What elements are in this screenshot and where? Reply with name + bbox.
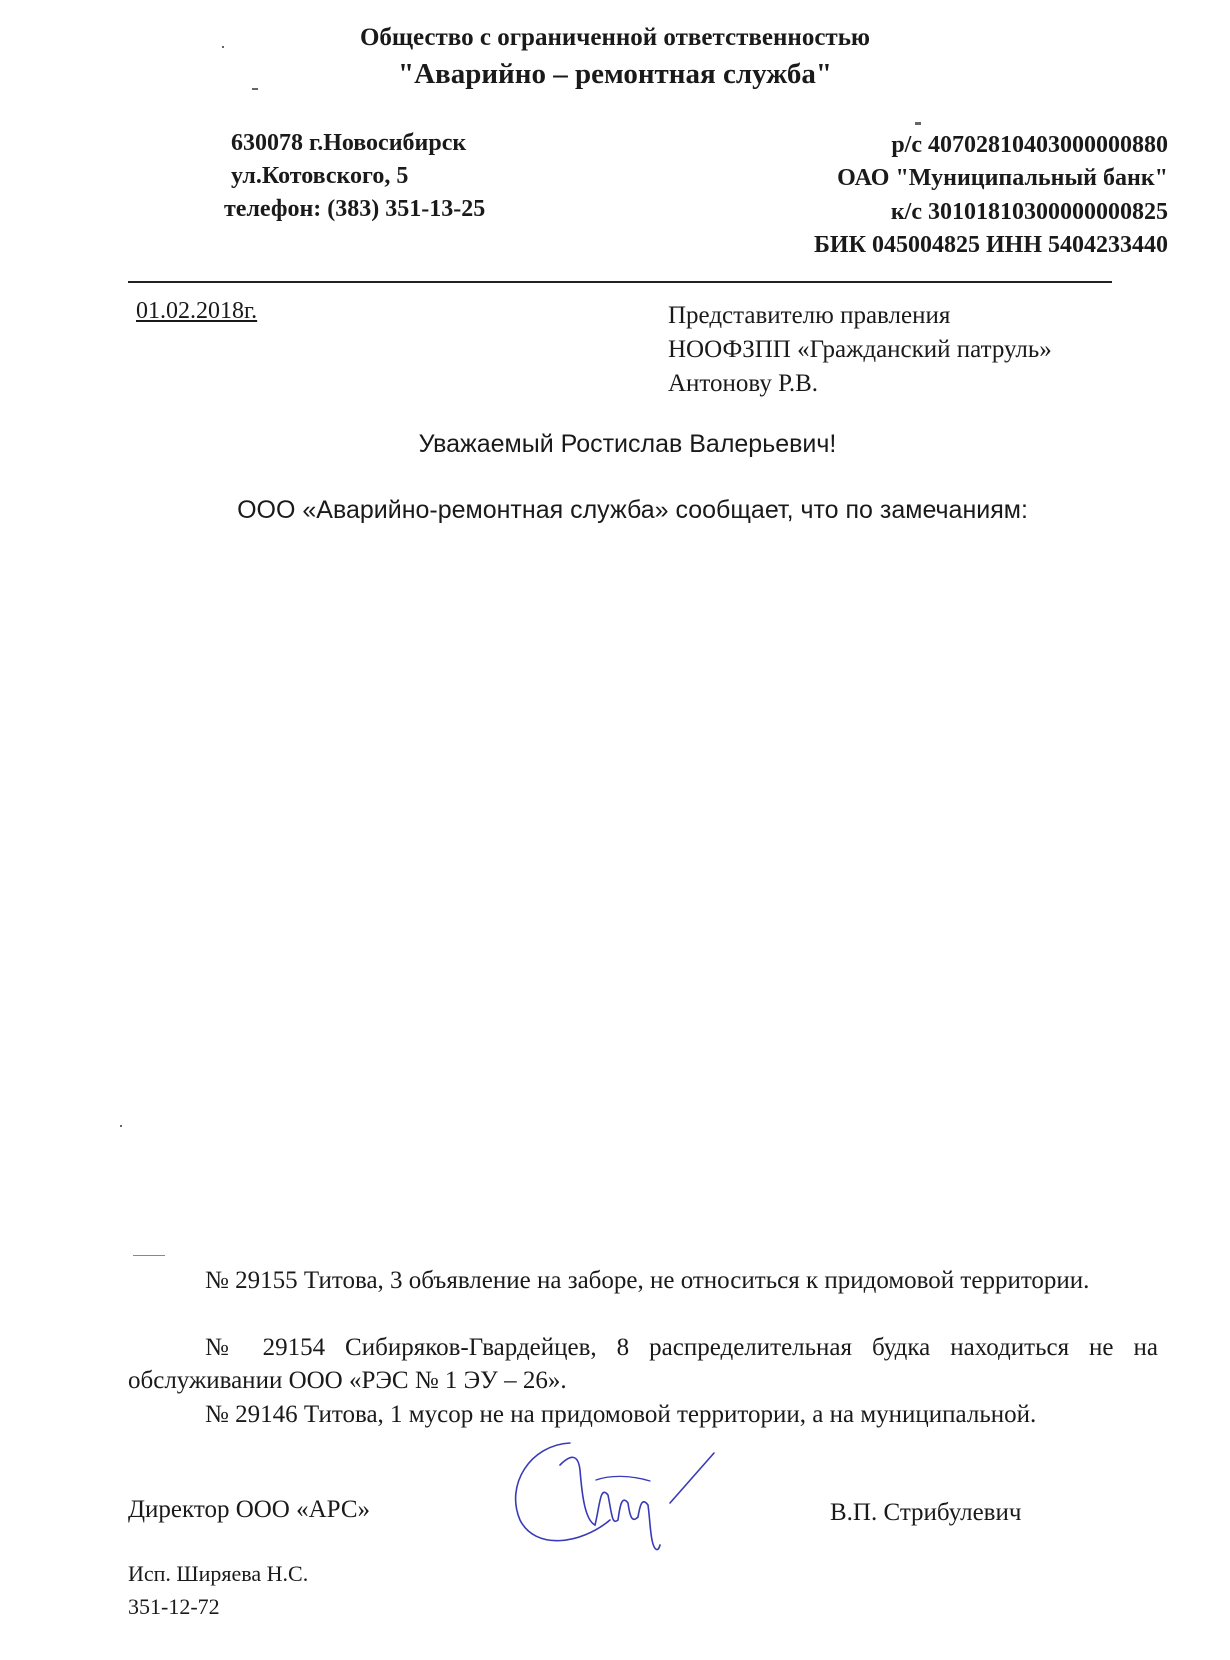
- recipient-line3: Антонову Р.В.: [668, 370, 819, 397]
- bank-account: р/с 40702810403000000880: [891, 132, 1168, 158]
- signatory-title: Директор ООО «АРС»: [128, 1496, 371, 1523]
- item-29154: № 29154 Сибиряков-Гвардейцев, 8 распределительная будка находиться не на обслуживании ООО «РЭС № 1 ЭУ – 26».: [128, 1334, 1158, 1394]
- org-name: "Аварийно – ремонтная служба": [398, 58, 832, 90]
- bank-bik-inn: БИК 045004825 ИНН 5404233440: [814, 232, 1168, 258]
- executor-name: Исп. Ширяева Н.С.: [128, 1561, 309, 1586]
- bank-corr-account: к/с 30101810300000000825: [890, 199, 1168, 225]
- scan-speck: [252, 88, 258, 90]
- intro-text: ООО «Аварийно-ремонтная служба» сообщает, что по замечаниям:: [237, 496, 1028, 524]
- bank-name: ОАО "Муниципальный банк": [837, 165, 1168, 191]
- executor-phone: 351-12-72: [128, 1594, 220, 1619]
- handwritten-signature: [500, 1425, 740, 1555]
- address-phone: телефон: (383) 351-13-25: [224, 196, 486, 222]
- address-city: 630078 г.Новосибирск: [231, 130, 467, 156]
- recipient-line1: Представителю правления: [668, 302, 951, 329]
- item-29155: № 29155 Титова, 3 объявление на заборе, не относиться к придомовой территории.: [205, 1267, 1090, 1294]
- greeting: Уважаемый Ростислав Валерьевич!: [418, 430, 837, 458]
- scan-speck: [222, 46, 224, 48]
- scan-speck: [120, 1125, 122, 1127]
- letter-date: 01.02.2018г.: [136, 298, 258, 324]
- org-type: Общество с ограниченной ответственностью: [359, 24, 871, 51]
- scan-speck: [133, 1255, 165, 1256]
- signatory-name: В.П. Стрибулевич: [830, 1499, 1022, 1526]
- letterhead-divider: [128, 281, 1112, 283]
- recipient-line2: НООФЗПП «Гражданский патруль»: [668, 336, 1052, 363]
- scan-speck: [915, 122, 921, 125]
- address-street: ул.Котовского, 5: [231, 163, 409, 189]
- item-29146: № 29146 Титова, 1 мусор не на придомовой территории, а на муниципальной.: [205, 1401, 1037, 1428]
